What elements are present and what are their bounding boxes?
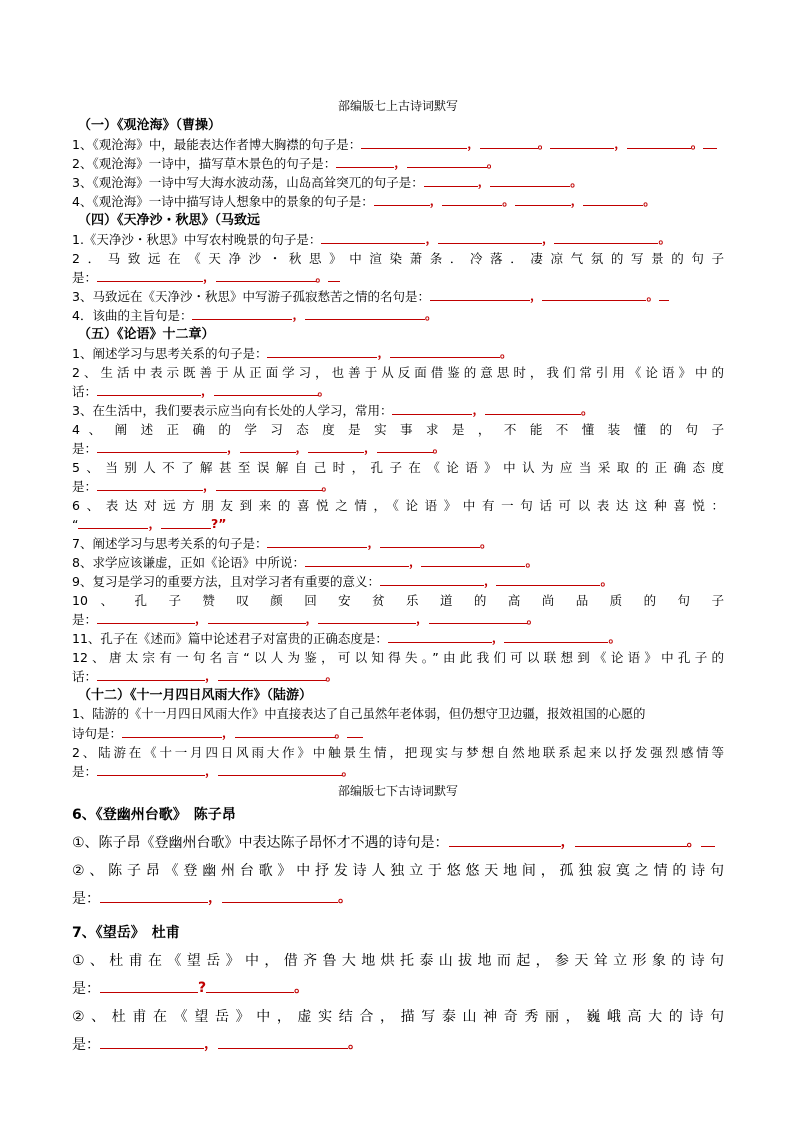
answer-blank[interactable] — [214, 383, 318, 396]
answer-blank[interactable] — [421, 554, 525, 567]
question-text: 1.《天净沙・秋思》中写农村晚景的句子是： — [72, 232, 322, 247]
section-heading: （五）《论语》十二章） — [78, 327, 215, 342]
answer-blank[interactable] — [442, 193, 502, 206]
answer-blank[interactable] — [122, 725, 222, 738]
question-line — [72, 829, 724, 857]
question-text: 3、《观沧海》一诗中写大海水波动荡，山岛高耸突兀的句子是： — [72, 175, 424, 190]
period-mark: 。 — [334, 725, 348, 740]
page-title: 部编版七上古诗词默写 — [337, 99, 458, 113]
answer-blank[interactable] — [222, 887, 338, 903]
answer-blank[interactable] — [218, 763, 342, 776]
answer-blank[interactable] — [390, 345, 500, 358]
question-text: 是： — [72, 270, 98, 285]
question-line — [72, 667, 724, 686]
question-text: 是： — [72, 981, 100, 997]
answer-blank[interactable] — [515, 193, 571, 206]
question-line: 2．马致远在《天净沙・秋思》中渲染萧条．冷落．凄凉气氛的写景的句子 — [72, 251, 724, 266]
question-line: 12、唐太宗有一句名言“以人为鉴，可以知得失。”由此我们可以联想到《论语》中孔子的 — [72, 650, 724, 665]
question-line — [72, 724, 724, 743]
comma-mark: ， — [467, 136, 480, 151]
comma-mark: ， — [205, 668, 218, 683]
answer-blank[interactable] — [97, 668, 205, 681]
period-mark: 。 — [525, 554, 538, 569]
answer-blank[interactable] — [701, 831, 715, 847]
question-line — [72, 382, 724, 401]
answer-blank[interactable] — [218, 668, 326, 681]
question-line — [72, 477, 724, 496]
question-text: 诗句是： — [72, 726, 123, 741]
comma-mark: ， — [195, 611, 208, 626]
question-text: 1、阐述学习与思考关系的句子是： — [72, 346, 268, 361]
comma-mark: ， — [529, 288, 543, 303]
comma-mark: ， — [367, 535, 380, 550]
answer-blank[interactable] — [235, 725, 335, 738]
answer-blank[interactable] — [361, 136, 467, 149]
question-line: 4 、 阐 述 正 确 的 学 习 态 度 是 实 事 求 是 ， 不 能 不 懂 装 懂 的 句 子 — [72, 422, 724, 437]
comma-mark: ， — [408, 554, 422, 569]
answer-blank[interactable] — [267, 345, 377, 358]
answer-blank[interactable] — [575, 831, 687, 847]
question-line — [72, 154, 724, 173]
section-heading: （十二）《十一月四日风雨大作》（陆游） — [78, 688, 313, 703]
comma-mark: ， — [614, 136, 627, 151]
question-text: 是： — [72, 612, 98, 627]
question-text: 4．该曲的主旨句是： — [72, 308, 193, 323]
question-line — [72, 344, 724, 363]
period-mark: 。 — [294, 980, 309, 996]
period-mark: 。 — [686, 834, 701, 850]
period-mark: 。 — [321, 478, 335, 493]
answer-blank[interactable] — [485, 402, 581, 415]
question-line — [72, 192, 724, 211]
question-mark: ? — [198, 980, 207, 996]
question-line — [72, 762, 724, 781]
answer-blank[interactable] — [627, 136, 691, 149]
answer-blank[interactable] — [490, 174, 570, 187]
answer-blank[interactable] — [240, 440, 296, 453]
comma-mark: ， — [203, 478, 216, 493]
period-mark: 。 — [315, 269, 329, 284]
question-text: 话： — [72, 669, 98, 684]
question-line: 6、表达对远方朋友到来的喜悦之情，《论语》中有一句话可以表达这种喜悦： — [72, 498, 724, 513]
question-text: 8、求学应该谦虚，正如《论语》中所说： — [72, 555, 305, 570]
question-line — [72, 230, 724, 249]
period-mark: 。 — [658, 231, 671, 246]
period-mark: 。 — [486, 155, 500, 170]
period-mark: 。 — [502, 193, 515, 208]
answer-blank[interactable] — [206, 977, 294, 993]
question-line: 2、陆游在《十一月四日风雨大作》中触景生情，把现实与梦想自然地联系起来以抒发强烈感情等 — [72, 745, 724, 760]
question-line: 2、生活中表示既善于从正面学习，也善于从反面借鉴的意思时，我们常引用《论语》中的 — [72, 365, 724, 380]
answer-blank[interactable] — [208, 611, 306, 624]
question-text: 是： — [72, 1037, 100, 1053]
question-line — [72, 135, 724, 154]
answer-blank[interactable] — [328, 269, 340, 282]
period-mark: 。 — [643, 193, 656, 208]
answer-blank[interactable] — [100, 887, 208, 903]
answer-blank[interactable] — [374, 193, 430, 206]
question-text: 1、《观沧海》中，最能表达作者博大胸襟的句子是： — [72, 137, 362, 152]
answer-blank[interactable] — [97, 611, 195, 624]
question-line — [72, 610, 724, 629]
question-line: 5、当别人不了解甚至误解自己时，孔子在《论语》中认为应当采取的正确态度 — [72, 460, 724, 475]
question-text: 7、阐述学习与思考关系的句子是： — [72, 536, 268, 551]
period-mark: 。 — [338, 890, 352, 906]
answer-blank[interactable] — [216, 269, 316, 282]
period-mark: 。 — [646, 288, 659, 303]
section-heading: （四）《天净沙・秋思》（马致远 — [78, 213, 261, 228]
question-line: 10 、 孔 子 赞 叹 颜 回 安 贫 乐 道 的 高 尚 品 质 的 句 子 — [72, 593, 724, 608]
comma-mark: ， — [394, 155, 407, 170]
answer-blank[interactable] — [97, 763, 205, 776]
comma-mark: ， — [483, 573, 497, 588]
comma-mark: ， — [570, 193, 584, 208]
worksheet — [72, 96, 724, 1059]
comma-mark: ， — [208, 890, 222, 906]
question-line — [72, 401, 724, 420]
section-heading: 6、《登幽州台歌》 陈子昂 — [72, 807, 236, 823]
section-heading: （一）《观沧海》（曹操） — [78, 118, 222, 133]
answer-blank[interactable] — [305, 554, 409, 567]
answer-blank[interactable] — [347, 725, 363, 738]
period-mark: 。 — [424, 307, 438, 322]
answer-blank[interactable] — [97, 478, 203, 491]
answer-blank[interactable] — [504, 630, 608, 643]
answer-blank[interactable] — [336, 155, 394, 168]
answer-blank[interactable] — [192, 307, 292, 320]
question-text: 2、《观沧海》一诗中，描写草木景色的句子是： — [72, 156, 337, 171]
question-text: 3、马致远在《天净沙・秋思》中写游子孤寂愁苦之情的名句是： — [72, 289, 430, 304]
answer-blank[interactable] — [550, 136, 614, 149]
period-mark: 。 — [580, 402, 594, 417]
question-line: ②、陈子昂《登幽州台歌》中抒发诗人独立于悠悠天地间，孤独寂寞之情的诗句 — [72, 863, 724, 879]
comma-mark: ， — [201, 383, 214, 398]
period-mark: 。 — [432, 440, 446, 455]
question-line — [72, 572, 724, 591]
comma-mark: ， — [425, 231, 438, 246]
period-mark: 。 — [690, 136, 704, 151]
comma-mark: ， — [541, 231, 555, 246]
comma-mark: ， — [148, 516, 161, 531]
answer-blank[interactable] — [388, 630, 492, 643]
period-mark: 。 — [341, 763, 355, 778]
question-line: ①、杜甫在《望岳》中，借齐鲁大地烘托泰山拔地而起，参天耸立形象的诗句 — [72, 953, 724, 969]
comma-mark: ， — [364, 440, 377, 455]
answer-blank[interactable] — [100, 977, 198, 993]
answer-blank[interactable] — [161, 516, 211, 529]
comma-mark: ， — [203, 269, 216, 284]
answer-blank[interactable] — [703, 136, 717, 149]
answer-blank[interactable] — [267, 535, 367, 548]
period-mark: 。 — [499, 345, 513, 360]
answer-blank[interactable] — [449, 831, 561, 847]
answer-blank[interactable] — [318, 611, 416, 624]
answer-blank[interactable] — [380, 573, 484, 586]
period-mark: 。 — [570, 174, 583, 189]
question-line: ②、杜甫在《望岳》中，虚实结合，描写泰山神奇秀丽，巍峨高大的诗句 — [72, 1009, 724, 1025]
question-line — [72, 975, 724, 1003]
comma-mark: ， — [416, 611, 429, 626]
comma-mark: ， — [491, 630, 505, 645]
question-line — [72, 268, 724, 287]
answer-blank[interactable] — [392, 402, 472, 415]
question-text: 是： — [72, 479, 98, 494]
answer-blank[interactable] — [554, 231, 658, 244]
answer-blank[interactable] — [78, 516, 148, 529]
question-text: 是： — [72, 891, 100, 907]
answer-blank[interactable] — [377, 440, 433, 453]
answer-blank[interactable] — [480, 136, 538, 149]
answer-blank[interactable] — [321, 231, 425, 244]
question-text: 3、在生活中，我们要表示应当向有长处的人学习，常用： — [72, 403, 393, 418]
question-text: 话： — [72, 384, 98, 399]
question-line — [72, 629, 724, 648]
period-mark: 。 — [608, 630, 621, 645]
question-line — [72, 534, 724, 553]
answer-blank[interactable] — [97, 383, 201, 396]
question-text: 4、《观沧海》一诗中描写诗人想象中的景象的句子是： — [72, 194, 374, 209]
question-text: ①、陈子昂《登幽州台歌》中表达陈子昂怀才不遇的诗句是： — [72, 835, 449, 851]
comma-mark: ， — [305, 611, 319, 626]
answer-blank[interactable] — [659, 288, 669, 301]
comma-mark: ， — [292, 307, 305, 322]
comma-mark: ， — [227, 440, 240, 455]
question-line — [72, 439, 724, 458]
comma-mark: ， — [377, 345, 390, 360]
answer-blank[interactable] — [380, 535, 480, 548]
period-mark: 。 — [325, 668, 339, 683]
question-line — [72, 287, 724, 306]
question-line — [72, 885, 724, 913]
answer-blank[interactable] — [100, 1033, 204, 1049]
close-question-quote: ?” — [211, 516, 227, 531]
page-title-lower: 部编版七下古诗词默写 — [337, 784, 458, 798]
open-quote: “ — [72, 517, 79, 532]
question-line — [72, 553, 724, 572]
comma-mark: ， — [295, 440, 309, 455]
answer-blank[interactable] — [424, 174, 478, 187]
comma-mark: ， — [205, 763, 218, 778]
answer-blank[interactable] — [97, 440, 227, 453]
comma-mark: ， — [477, 174, 491, 189]
comma-mark: ， — [472, 402, 485, 417]
question-text: 是： — [72, 441, 98, 456]
answer-blank[interactable] — [407, 155, 487, 168]
question-line: 1、陆游的《十一月四日风雨大作》中直接表达了自己虽然年老体弱，但仍想守卫边疆，报效祖国的心愿的 — [72, 707, 646, 721]
answer-blank[interactable] — [583, 193, 643, 206]
period-mark: 。 — [317, 383, 331, 398]
answer-blank[interactable] — [496, 573, 600, 586]
comma-mark: ， — [429, 193, 443, 208]
answer-blank[interactable] — [218, 1033, 348, 1049]
answer-blank[interactable] — [305, 307, 425, 320]
answer-blank[interactable] — [97, 269, 203, 282]
comma-mark: ， — [204, 1036, 218, 1052]
question-line — [72, 515, 724, 534]
answer-blank[interactable] — [429, 611, 527, 624]
question-line — [72, 173, 724, 192]
answer-blank[interactable] — [438, 231, 542, 244]
question-line — [72, 306, 724, 325]
period-mark: 。 — [600, 573, 613, 588]
answer-blank[interactable] — [216, 478, 322, 491]
section-heading: 7、《望岳》 杜甫 — [72, 925, 180, 941]
comma-mark: ， — [560, 834, 575, 850]
question-text: 是： — [72, 764, 98, 779]
period-mark: 。 — [537, 136, 551, 151]
answer-blank[interactable] — [308, 440, 364, 453]
question-text: 11、孔子在《述而》篇中论述君子对富贵的正确态度是： — [72, 631, 388, 646]
period-mark: 。 — [479, 535, 493, 550]
answer-blank[interactable] — [542, 288, 646, 301]
question-line — [72, 1031, 724, 1059]
period-mark: 。 — [348, 1036, 362, 1052]
period-mark: 。 — [526, 611, 540, 626]
question-text: 9、复习是学习的重要方法，且对学习者有重要的意义： — [72, 574, 380, 589]
answer-blank[interactable] — [430, 288, 530, 301]
comma-mark: ， — [222, 725, 235, 740]
